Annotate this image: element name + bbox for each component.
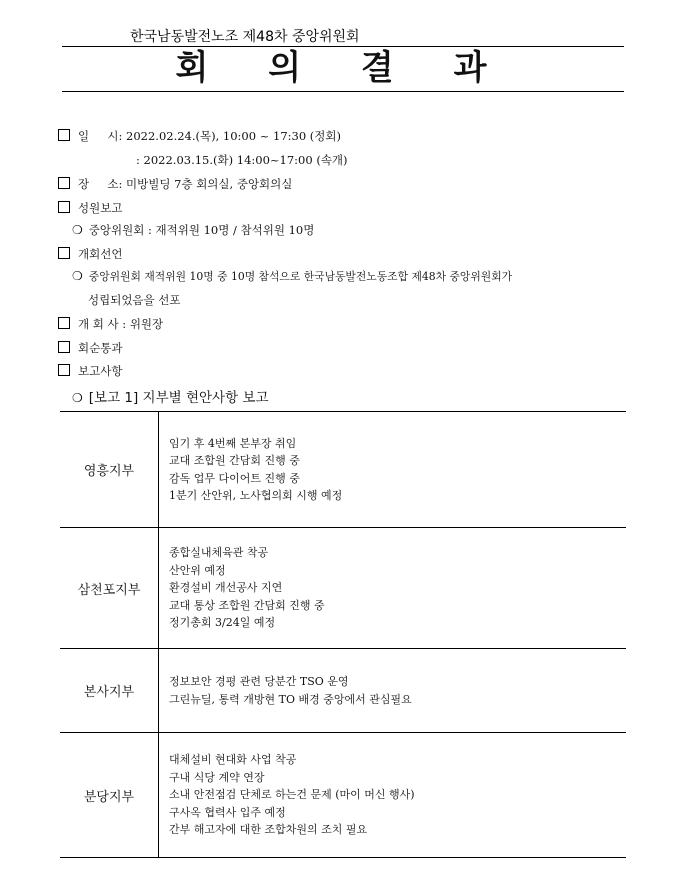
date-value-1: : 2022.02.24.(목), 10:00 ~ 17:30 (정회) [118,129,341,143]
list-item: 간부 해고자에 대한 조합차원의 조치 필요 [169,823,368,837]
list-item: 그린뉴딜, 통력 개방현 TO 배경 중앙에서 관심필요 [169,692,412,706]
page-title: 회 의 결 과 [175,48,511,88]
report-label: 보고사항 [78,364,123,378]
list-item: 정기총회 3/24일 예정 [169,616,276,630]
checkbox-square-icon [58,341,70,353]
list-item: 교대 조합원 간담회 진행 중 [169,454,300,467]
list-item: 1분기 산안위, 노사협의회 시행 예정 [169,489,343,502]
quorum-detail-line [72,222,314,238]
opening-line [58,246,122,262]
table-row [60,528,626,649]
minutes-label: 회순통과 [78,341,123,355]
branch-items [159,528,627,649]
circle-bullet-icon: ❍ [72,391,83,405]
checkbox-square-icon [58,129,70,141]
chair-line [58,316,163,332]
list-item: 소내 안전점검 단체로 하는건 문제 (마이 머신 행사) [169,788,415,802]
list-item: 환경설비 개선공사 지연 [169,581,283,595]
place-line [58,176,292,192]
list-item: 종합실내체육관 착공 [169,546,269,560]
table-row [60,412,626,528]
quorum-detail: 중앙위원회 : 재적위원 10명 / 참석위원 10명 [88,223,315,237]
organization-heading: 한국남동발전노조 제48차 중앙위원회 [130,29,360,45]
date-label: 일 시 [78,129,119,143]
circle-bullet-icon: ❍ [72,223,83,237]
opening-detail-line-2: 성립되었음을 선포 [88,293,181,307]
date-line-1 [58,128,341,144]
list-item: 구내 식당 계약 연장 [169,770,265,784]
list-item: 산안위 예정 [169,563,226,577]
list-item: 감독 업무 다이어트 진행 중 [169,471,300,485]
branch-name: 분당지부 [60,733,159,858]
opening-detail-line-1 [72,268,512,285]
chair-label: 개 회 사 [78,317,119,331]
report-title-line [72,386,269,406]
branch-report-table [60,411,626,858]
report-line [58,363,122,379]
circle-bullet-icon: ❍ [72,269,83,283]
minutes-line [58,340,122,356]
chair-value: : 위원장 [122,317,164,331]
place-value: : 미방빌딩 7층 회의실, 중앙회의실 [118,177,293,191]
list-item: 구사옥 협력사 입주 예정 [169,805,286,819]
list-item: 정보보안 경평 관련 당분간 TSO 운영 [169,675,349,688]
list-item: 대체설비 현대화 사업 착공 [169,753,297,767]
list-item: 임기 후 4번째 본부장 취임 [169,436,297,450]
checkbox-square-icon [58,177,70,189]
checkbox-square-icon [58,247,70,259]
opening-label: 개회선언 [78,247,123,261]
table-row [60,733,626,858]
table-row [60,649,626,733]
branch-name: 삼천포지부 [60,528,159,649]
title-rule-bottom [62,91,624,92]
branch-name: 영흥지부 [60,412,159,528]
quorum-label: 성원보고 [78,201,123,215]
branch-name: 본사지부 [60,649,159,733]
place-label: 장 소 [78,177,119,191]
branch-items [159,649,627,733]
report-title: [보고 1] 지부별 현안사항 보고 [88,390,269,406]
opening-detail-1: 중앙위원회 재적위원 10명 중 10명 참석으로 한국남동발전노동조합 제48차 중앙위원회가 [88,270,513,283]
quorum-line [58,200,122,216]
date-line-2: : 2022.03.15.(화) 14:00~17:00 (속개) [136,153,348,167]
branch-items [159,412,627,528]
list-item: 교대 통상 조합원 간담회 진행 중 [169,598,325,612]
checkbox-square-icon [58,364,70,376]
checkbox-square-icon [58,201,70,213]
checkbox-square-icon [58,317,70,329]
branch-items [159,733,627,858]
